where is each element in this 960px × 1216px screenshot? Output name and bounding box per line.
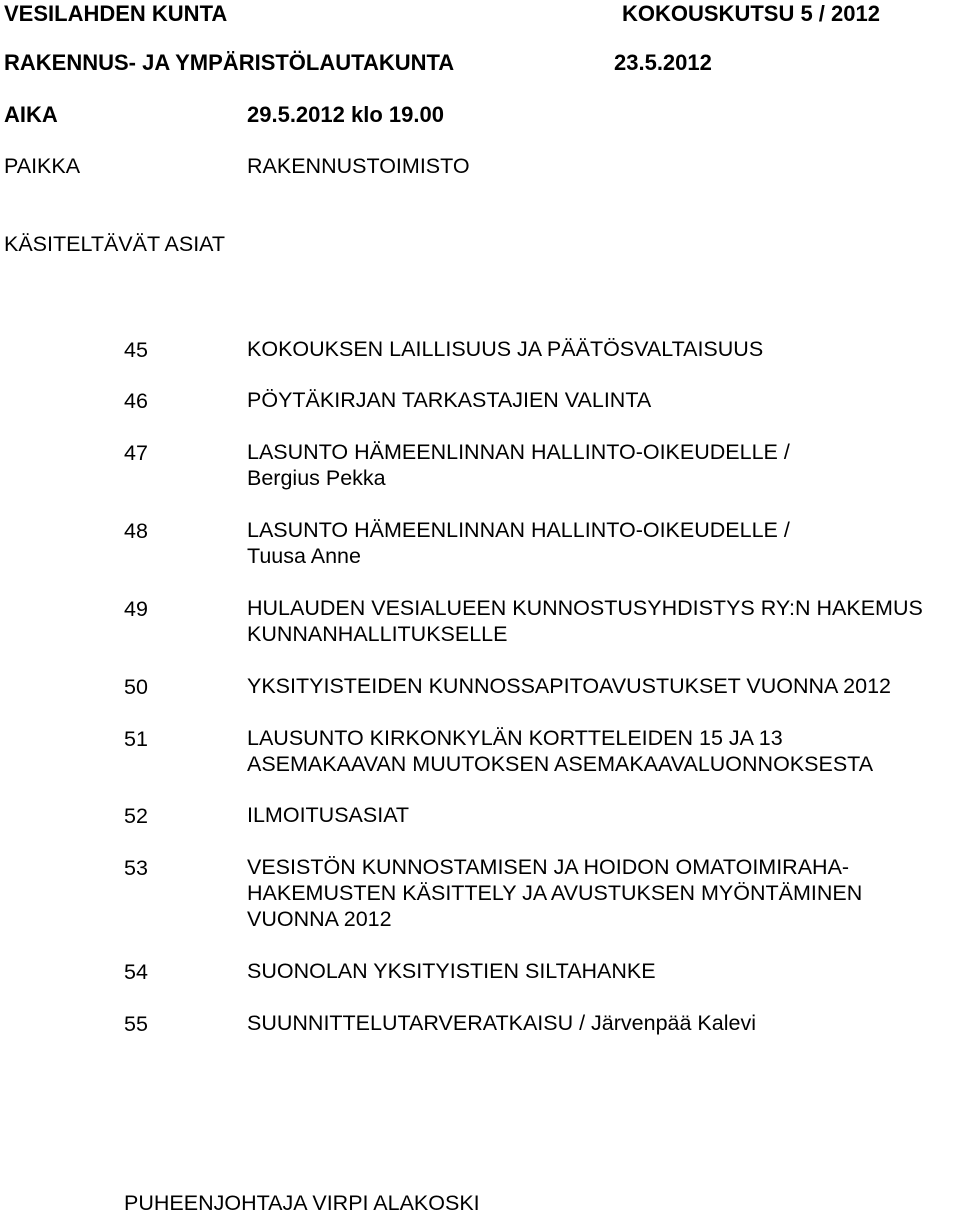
- agenda-item-line: ILMOITUSASIAT: [247, 803, 410, 827]
- agenda-item-line: HAKEMUSTEN KÄSITTELY JA AVUSTUKSEN MYÖNTÄMINEN: [247, 881, 863, 905]
- municipality-name: VESILAHDEN KUNTA: [4, 1, 228, 26]
- agenda-item-title: [247, 854, 862, 932]
- agenda-item-line: LASUNTO HÄMEENLINNAN HALLINTO-OIKEUDELLE /: [247, 440, 790, 464]
- agenda-item-title: [247, 673, 891, 699]
- place-value: RAKENNUSTOIMISTO: [247, 154, 470, 178]
- agenda-item-title: [247, 802, 409, 828]
- agenda-item-title: [247, 336, 763, 362]
- agenda-item-line: Bergius Pekka: [247, 466, 386, 490]
- agenda-item-number: 51: [124, 727, 148, 751]
- agenda-item-line: LASUNTO HÄMEENLINNAN HALLINTO-OIKEUDELLE /: [247, 518, 790, 542]
- agenda-item-line: YKSITYISTEIDEN KUNNOSSAPITOAVUSTUKSET VUONNA 2012: [247, 674, 891, 698]
- agenda-item-title: [247, 517, 790, 569]
- agenda-item-title: [247, 958, 656, 984]
- agenda-item-line: SUONOLAN YKSITYISTIEN SILTAHANKE: [247, 959, 656, 983]
- agenda-item-number: 49: [124, 597, 148, 621]
- agenda-item-title: [247, 439, 790, 491]
- agenda-item-line: VESISTÖN KUNNOSTAMISEN JA HOIDON OMATOIMIRAHA-: [247, 855, 850, 879]
- agenda-item-line: LAUSUNTO KIRKONKYLÄN KORTTELEIDEN 15 JA 13: [247, 726, 783, 750]
- time-label: AIKA: [4, 102, 58, 127]
- agenda-item-number: 55: [124, 1012, 148, 1036]
- agenda-item-line: KUNNANHALLITUKSELLE: [247, 622, 508, 646]
- agenda-item-number: 48: [124, 519, 148, 543]
- agenda-item-number: 54: [124, 960, 148, 984]
- agenda-item-line: KOKOUKSEN LAILLISUUS JA PÄÄTÖSVALTAISUUS: [247, 337, 764, 361]
- agenda-item-title: [247, 387, 651, 413]
- agenda-heading: KÄSITELTÄVÄT ASIAT: [4, 232, 226, 256]
- agenda-item-line: PÖYTÄKIRJAN TARKASTAJIEN VALINTA: [247, 388, 652, 412]
- agenda-item-number: 50: [124, 675, 148, 699]
- place-label: PAIKKA: [4, 154, 81, 178]
- agenda-item-line: Tuusa Anne: [247, 544, 361, 568]
- agenda-item-title: [247, 1010, 756, 1036]
- committee-date: 23.5.2012: [614, 50, 712, 75]
- chairperson-signature-line: PUHEENJOHTAJA VIRPI ALAKOSKI: [124, 1191, 480, 1215]
- time-value: 29.5.2012 klo 19.00: [247, 102, 444, 127]
- agenda-item-line: SUUNNITTELUTARVERATKAISU / Järvenpää Kalevi: [247, 1011, 756, 1035]
- agenda-item-title: [247, 725, 873, 777]
- agenda-item-title: [247, 595, 923, 647]
- agenda-item-line: VUONNA 2012: [247, 907, 392, 931]
- agenda-item-number: 53: [124, 856, 148, 880]
- agenda-item-line: ASEMAKAAVAN MUUTOKSEN ASEMAKAAVALUONNOKSESTA: [247, 752, 874, 776]
- agenda-item-number: 45: [124, 338, 148, 362]
- committee-name: RAKENNUS- JA YMPÄRISTÖLAUTAKUNTA: [4, 50, 455, 75]
- agenda-item-number: 47: [124, 441, 148, 465]
- agenda-item-number: 52: [124, 804, 148, 828]
- agenda-item-number: 46: [124, 389, 148, 413]
- agenda-item-line: HULAUDEN VESIALUEEN KUNNOSTUSYHDISTYS RY:N HAKEMUS: [247, 596, 923, 620]
- meeting-notice: KOKOUSKUTSU 5 / 2012: [622, 1, 880, 26]
